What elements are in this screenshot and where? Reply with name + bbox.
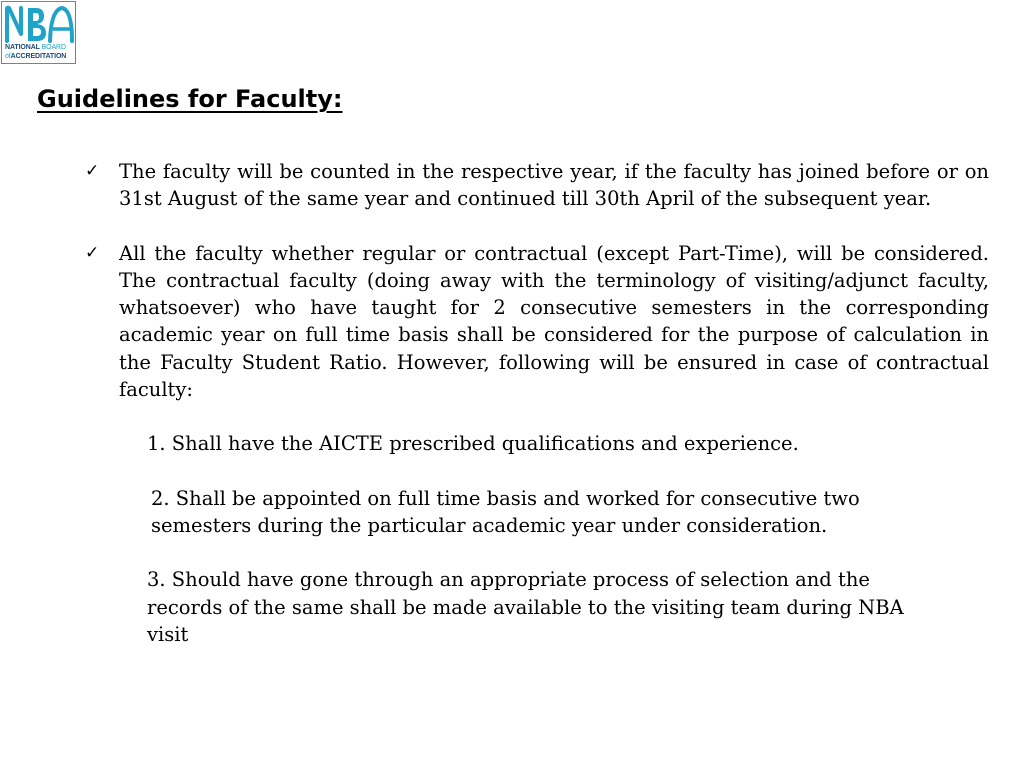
numbered-item-2: 2. Shall be appointed on full time basis and worked for consecutive two semesters during the particular academic year under consideration.: [151, 486, 860, 537]
bullet-text: The faculty will be counted in the respective year, if the faculty has joined before or on 31st August of the same year and continued till 30th April of the subsequent year.: [119, 160, 989, 211]
numbered-item-1: 1. Shall have the AICTE prescribed qualifications and experience.: [147, 432, 799, 456]
checkmark-icon: ✓: [85, 161, 100, 181]
numbered-item-3: 3. Should have gone through an appropriate process of selection and the records of the same shall be made available to the visiting team during NBA visit: [147, 568, 904, 646]
nba-logo-mark-icon: [4, 4, 74, 44]
nba-logo: [1, 1, 76, 64]
logo-text-line-1: NATIONAL BOARD: [5, 44, 66, 51]
bullet-item: [85, 158, 989, 213]
logo-text-line-2: ofACCREDITATION: [5, 53, 67, 60]
bullet-text: All the faculty whether regular or contractual (except Part-Time), will be considered. The contractual faculty (doing away with the terminology of visiting/adjunct faculty, whatsoever) who have taught for 2 consecutive semesters in the corresponding academic year on full time basis shall be considered for the purpose of calculation in the Faculty Student Ratio. However, following will be ensured in case of contractual faculty:: [119, 241, 989, 402]
numbered-list: [85, 430, 927, 648]
page-title: Guidelines for Faculty:: [37, 85, 343, 113]
bullet-item: [85, 240, 989, 404]
guidelines-content: [85, 158, 989, 675]
checkmark-icon: ✓: [85, 242, 100, 263]
